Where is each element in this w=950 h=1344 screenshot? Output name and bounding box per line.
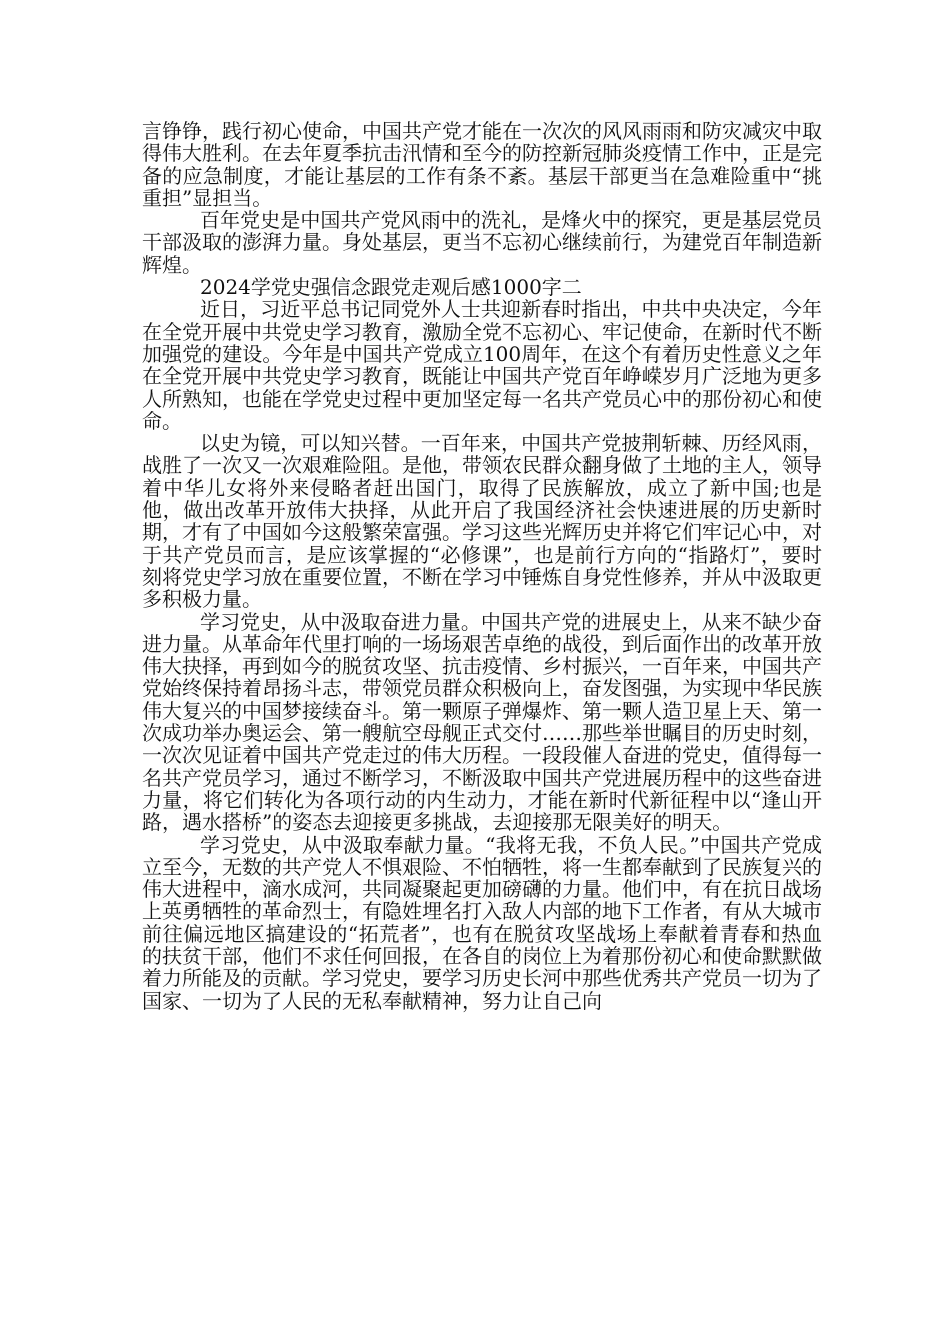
paragraph-introduction: 近日，习近平总书记同党外人士共迎新春时指出，中共中央决定，今年在全党开展中共党史学习教育，激励全党不忘初心、牢记使命，在新时代不断加强党的建设。今年是中国共产党成立100周年，在这个有着历史性意义之年在全党开展中共党史学习教育，既能让中国共产党百年峥嵘岁月广泛地为更多人所熟知，也能在学党史过程中更加坚定每一名共产党员心中的那份初心和使命。 bbox=[142, 297, 822, 433]
section-heading: 2024学党史强信念跟党走观后感1000字二 bbox=[200, 275, 582, 300]
paragraph-striving-power: 学习党史，从中汲取奋进力量。中国共产党的进展史上，从来不缺少奋进力量。从革命年代里打响的一场场艰苦卓绝的战役，到后面作出的改革开放伟大抉择，再到如今的脱贫攻坚、抗击疫情、乡村振兴，一百年来，中国共产党始终保持着昂扬斗志，带领党员群众积极向上，奋发图强，为实现中华民族伟大复兴的中国梦接续奋斗。第一颗原子弹爆炸、第一颗人造卫星上天、第一次成功举办奥运会、第一艘航空母舰正式交付……那些举世瞩目的历史时刻，一次次见证着中国共产党走过的伟大历程。一段段催人奋进的党史，值得每一名共产党员学习，通过不断学习，不断汲取中国共产党进展历程中的这些奋进力量，将它们转化为各项行动的内生动力，才能在新时代新征程中以“逢山开路，遇水搭桥”的姿态去迎接更多挑战，去迎接那无限美好的明天。 bbox=[142, 609, 822, 835]
paragraph-history-mirror: 以史为镜，可以知兴替。一百年来，中国共产党披荆斩棘、历经风雨，战胜了一次又一次艰难险阻。是他，带领农民群众翻身做了土地的主人，领导着中华儿女将外来侵略者赶出国门，取得了民族解放，成立了新中国;也是他，做出改革开放伟大抉择，从此开启了我国经济社会快速进展的历史新时期，才有了中国如今这般繁荣富强。学习这些光辉历史并将它们牢记心中，对于共产党员而言，是应该掌握的“必修课”，也是前行方向的“指路灯”，要时刻将党史学习放在重要位置，不断在学习中锤炼自身党性修养，并从中汲取更多积极力量。 bbox=[142, 431, 822, 612]
document-body bbox=[142, 120, 822, 1012]
paragraph-continuation: 言铮铮，践行初心使命，中国共产党才能在一次次的风风雨雨和防灾减灾中取得伟大胜利。在去年夏季抗击汛情和至今的防控新冠肺炎疫情工作中，正是完备的应急制度，才能让基层的工作有条不紊。基层干部更当在急难险重中“挑重担”显担当。 bbox=[142, 119, 822, 210]
paragraph-dedication-power: 学习党史，从中汲取奉献力量。“我将无我，不负人民。”中国共产党成立至今，无数的共产党人不惧艰险、不怕牺牲，将一生都奉献到了民族复兴的伟大进程中，滴水成河，共同凝聚起更加磅礴的力量。他们中，有在抗日战场上英勇牺牲的革命烈士，有隐姓埋名打入敌人内部的地下工作者，有从大城市前往偏远地区搞建设的“拓荒者”，也有在脱贫攻坚战场上奉献着青春和热血的扶贫干部，他们不求任何回报，在各自的岗位上为着那份初心和使命默默做着力所能及的贡献。学习党史，要学习历史长河中那些优秀共产党员一切为了国家、一切为了人民的无私奉献精神，努力让自己向 bbox=[142, 832, 822, 1013]
paragraph-century-history: 百年党史是中国共产党风雨中的洗礼，是烽火中的探究，更是基层党员干部汲取的澎湃力量。身处基层，更当不忘初心继续前行，为建党百年制造新辉煌。 bbox=[142, 208, 822, 277]
